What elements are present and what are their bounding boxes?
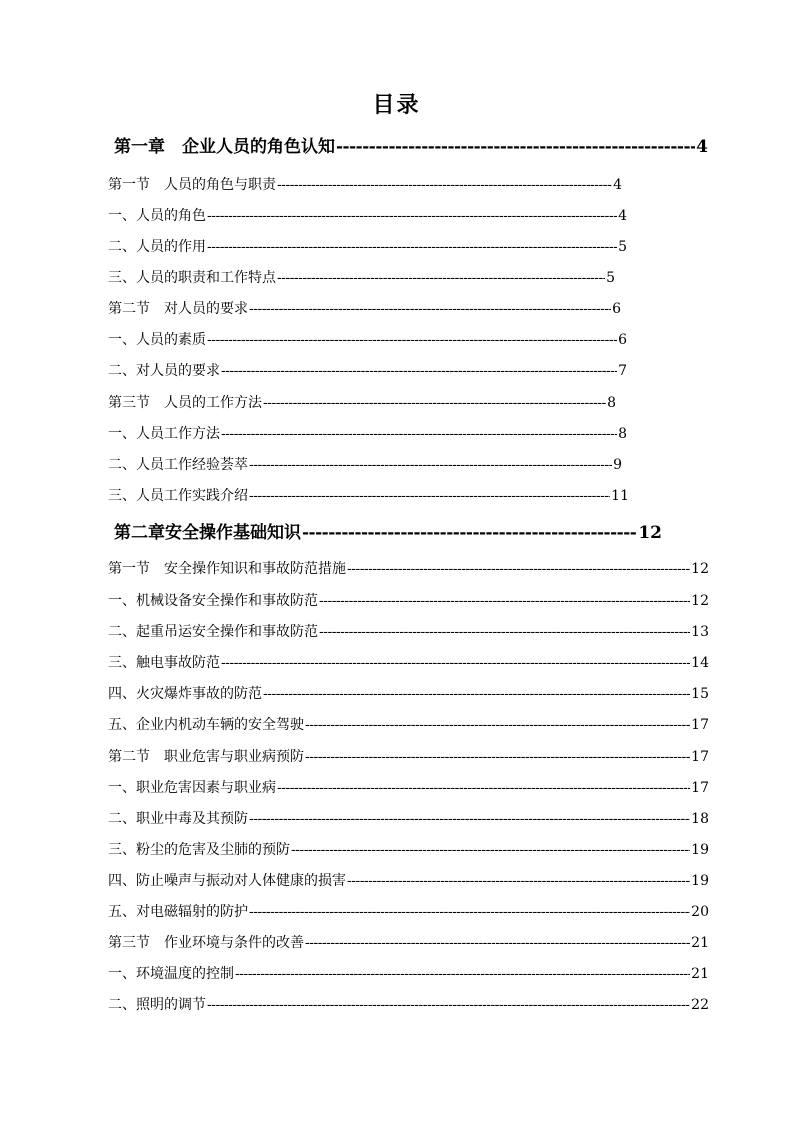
toc-leader (235, 965, 690, 983)
toc-chapter-label: 第二章安全操作基础知识 (114, 523, 301, 543)
toc-entry[interactable] (108, 588, 709, 610)
toc-page-number: 17 (691, 749, 709, 765)
toc-entry-label: 第二节 职业危害与职业病预防 (108, 749, 304, 765)
toc-entry[interactable] (108, 899, 709, 921)
toc-entry-label: 三、人员工作实践介绍 (108, 488, 248, 504)
toc-entry-label: 第三节 作业环境与条件的改善 (108, 935, 304, 951)
toc-page-number: 20 (691, 904, 709, 920)
toc-entry-label: 二、起重吊运安全操作和事故防范 (108, 624, 318, 640)
toc-leader (207, 331, 617, 349)
toc-leader (249, 300, 611, 318)
toc-leader (249, 456, 612, 474)
toc-page-number: 13 (691, 624, 709, 640)
toc-leader (249, 810, 690, 828)
toc-entry-label: 二、职业中毒及其预防 (108, 811, 248, 827)
toc-entry[interactable] (108, 744, 709, 766)
toc-entry-label: 第一节 人员的角色与职责 (108, 177, 276, 193)
toc-entry[interactable] (108, 961, 709, 983)
toc-entry-label: 四、防止噪声与振动对人体健康的损害 (108, 873, 346, 889)
toc-entry[interactable] (108, 296, 621, 318)
toc-entry[interactable] (108, 775, 709, 797)
toc-leader (207, 238, 617, 256)
toc-page-number: 4 (613, 177, 622, 193)
toc-entry[interactable] (108, 868, 709, 890)
toc-entry-label: 一、人员的角色 (108, 208, 206, 224)
toc-leader (263, 394, 606, 412)
toc-page-number: 21 (691, 935, 709, 951)
toc-entry[interactable] (108, 390, 616, 412)
toc-entry-label: 二、对人员的要求 (108, 363, 220, 379)
toc-entry[interactable] (108, 556, 709, 578)
toc-leader (207, 207, 617, 225)
toc-leader (336, 136, 695, 158)
toc-entry[interactable] (108, 650, 709, 672)
toc-leader (291, 841, 690, 859)
toc-page-number: 4 (696, 137, 708, 157)
toc-leader (305, 748, 690, 766)
toc-chapter-heading[interactable] (114, 134, 708, 158)
toc-entry[interactable] (108, 265, 615, 287)
toc-page-number: 8 (618, 426, 627, 442)
toc-leader (277, 269, 605, 287)
toc-entry[interactable] (108, 421, 627, 443)
toc-entry-label: 二、人员工作经验荟萃 (108, 457, 248, 473)
toc-page-number: 6 (618, 332, 627, 348)
toc-leader (221, 654, 690, 672)
toc-page-number: 8 (607, 395, 616, 411)
toc-entry-label: 三、触电事故防范 (108, 655, 220, 671)
toc-leader (221, 362, 617, 380)
toc-page-number: 21 (691, 966, 709, 982)
toc-leader (305, 716, 690, 734)
toc-page-number: 18 (691, 811, 709, 827)
toc-page-number: 5 (618, 239, 627, 255)
toc-entry-label: 三、粉尘的危害及尘肺的预防 (108, 842, 290, 858)
toc-page-number: 12 (691, 561, 709, 577)
toc-leader (221, 425, 617, 443)
toc-leader (302, 522, 637, 544)
toc-chapter-heading[interactable] (114, 520, 662, 544)
toc-page-number: 5 (606, 270, 615, 286)
toc-leader (347, 560, 690, 578)
toc-entry-label: 三、人员的职责和工作特点 (108, 270, 276, 286)
toc-page-number: 15 (691, 686, 709, 702)
toc-entry-label: 二、照明的调节 (108, 997, 206, 1013)
toc-page-number: 4 (618, 208, 627, 224)
page-title: 目录 (372, 92, 421, 118)
toc-page-number: 12 (638, 523, 662, 543)
toc-entry[interactable] (108, 992, 709, 1014)
toc-page-number: 12 (691, 593, 709, 609)
toc-entry[interactable] (108, 837, 709, 859)
toc-leader (347, 872, 690, 890)
toc-leader (277, 176, 612, 194)
toc-entry[interactable] (108, 806, 709, 828)
toc-page-number: 19 (691, 842, 709, 858)
toc-entry-label: 第三节 人员的工作方法 (108, 395, 262, 411)
toc-entry-label: 一、人员工作方法 (108, 426, 220, 442)
toc-leader (305, 934, 690, 952)
toc-leader (249, 903, 690, 921)
toc-leader (319, 623, 690, 641)
toc-entry-label: 一、环境温度的控制 (108, 966, 234, 982)
toc-entry-label: 第二节 对人员的要求 (108, 301, 248, 317)
toc-entry[interactable] (108, 930, 709, 952)
toc-entry-label: 一、职业危害因素与职业病 (108, 780, 276, 796)
toc-entry[interactable] (108, 712, 709, 734)
toc-page-number: 19 (691, 873, 709, 889)
toc-entry-label: 第一节 安全操作知识和事故防范措施 (108, 561, 346, 577)
toc-entry[interactable] (108, 452, 622, 474)
toc-entry[interactable] (108, 483, 629, 505)
toc-entry-label: 一、机械设备安全操作和事故防范 (108, 593, 318, 609)
toc-page-number: 11 (611, 488, 629, 504)
toc-page-number: 22 (691, 997, 709, 1013)
toc-chapter-label: 第一章 企业人员的角色认知 (114, 137, 335, 157)
toc-entry[interactable] (108, 619, 709, 641)
toc-page-number: 7 (618, 363, 627, 379)
toc-leader (319, 592, 690, 610)
toc-page-number: 17 (691, 780, 709, 796)
toc-leader (207, 996, 690, 1014)
toc-page-number: 6 (612, 301, 621, 317)
toc-leader (277, 779, 690, 797)
toc-entry[interactable] (108, 681, 709, 703)
toc-page-number: 17 (691, 717, 709, 733)
toc-entry-label: 一、人员的素质 (108, 332, 206, 348)
toc-entry-label: 五、对电磁辐射的防护 (108, 904, 248, 920)
toc-entry[interactable] (108, 234, 627, 256)
toc-leader (263, 685, 690, 703)
toc-leader (249, 487, 610, 505)
toc-page-number: 14 (691, 655, 709, 671)
toc-entry[interactable] (108, 172, 622, 194)
toc-entry[interactable] (108, 327, 627, 349)
toc-entry-label: 四、火灾爆炸事故的防范 (108, 686, 262, 702)
toc-entry-label: 五、企业内机动车辆的安全驾驶 (108, 717, 304, 733)
toc-page-number: 9 (613, 457, 622, 473)
toc-entry-label: 二、人员的作用 (108, 239, 206, 255)
toc-entry[interactable] (108, 203, 627, 225)
toc-entry[interactable] (108, 358, 627, 380)
